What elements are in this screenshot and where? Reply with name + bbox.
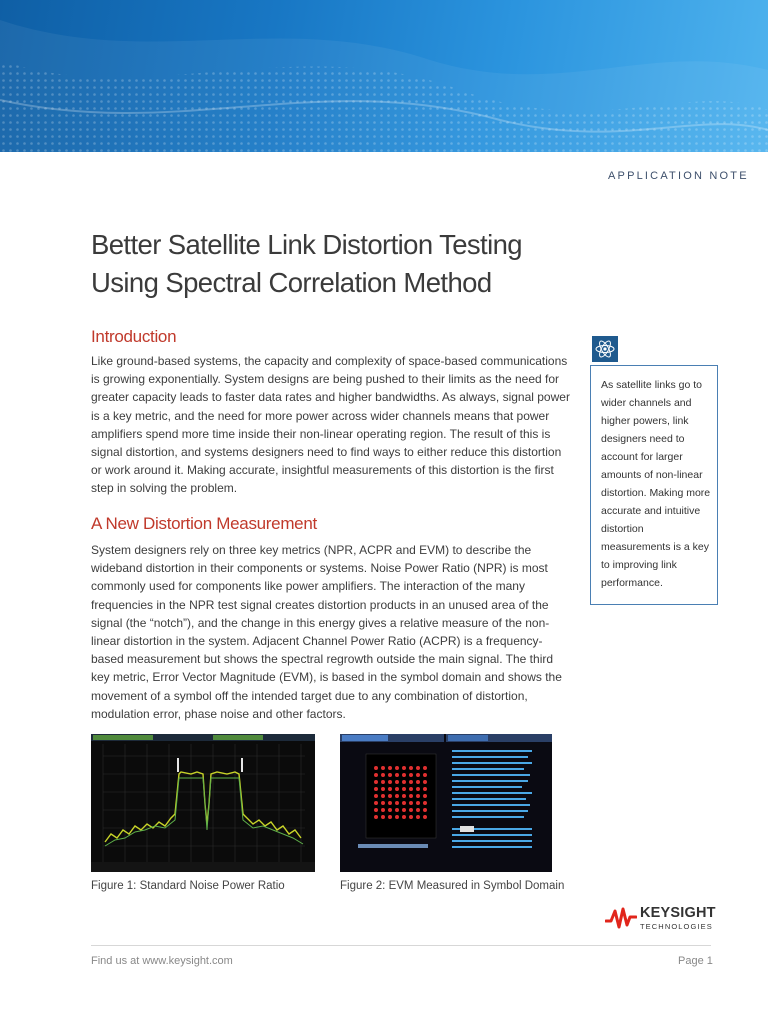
- atom-icon: [592, 336, 618, 362]
- constellation-point: [381, 766, 385, 770]
- constellation-point: [409, 773, 413, 777]
- constellation-point: [395, 780, 399, 784]
- constellation-point: [423, 815, 427, 819]
- application-note-label: APPLICATION NOTE: [608, 170, 749, 182]
- constellation-point: [416, 801, 420, 805]
- keysight-wave-icon: [605, 905, 637, 931]
- constellation-point: [374, 794, 378, 798]
- constellation-point: [423, 787, 427, 791]
- new-distortion-paragraph: System designers rely on three key metrics (NPR, ACPR and EVM) to describe the wideband distortion in their components or systems. Noise Power Ratio (NPR) is most commonly used for components like power amplifiers. The interaction of the many frequencies in the NPR test signal creates distortion products in an unused area of the signal (the “notch”), and the change in this energy gives a relative measure of the non-linear distortion in the system. Adjacent Channel Power Ratio (ACPR) is a frequency-based measurement but shows the spectral regrowth outside the main signal. The third key metric, Error Vector Magnitude (EVM), is based in the symbol domain and shows the movement of a symbol off the intended target due to any combination of distortion, modulation error, phase noise and other factors.: [91, 543, 562, 721]
- constellation-point: [423, 766, 427, 770]
- banner-wave-pattern: [0, 0, 768, 152]
- constellation-point: [409, 794, 413, 798]
- constellation-point: [416, 815, 420, 819]
- footer-divider: [91, 945, 711, 946]
- document-title: [91, 226, 581, 302]
- constellation-point: [423, 794, 427, 798]
- new-distortion-heading: A New Distortion Measurement: [91, 514, 317, 533]
- sidebar-callout: [590, 365, 718, 605]
- constellation-point: [381, 780, 385, 784]
- constellation-point: [374, 808, 378, 812]
- constellation-point: [374, 815, 378, 819]
- constellation-point: [416, 794, 420, 798]
- constellation-point: [409, 787, 413, 791]
- constellation-point: [388, 780, 392, 784]
- constellation-point: [395, 766, 399, 770]
- constellation-point: [402, 808, 406, 812]
- constellation-point: [381, 808, 385, 812]
- figure-2-caption: Figure 2: EVM Measured in Symbol Domain: [340, 880, 565, 892]
- constellation-point: [381, 801, 385, 805]
- footer-website[interactable]: Find us at www.keysight.com: [91, 955, 233, 967]
- figure-2-evm-screenshot: [340, 734, 552, 872]
- constellation-point: [416, 808, 420, 812]
- constellation-point: [374, 766, 378, 770]
- keysight-logo: [605, 903, 730, 933]
- constellation-point: [423, 808, 427, 812]
- constellation-point: [374, 801, 378, 805]
- constellation-point: [374, 780, 378, 784]
- constellation-point: [402, 773, 406, 777]
- constellation-point: [388, 787, 392, 791]
- constellation-point: [395, 794, 399, 798]
- constellation-point: [395, 773, 399, 777]
- constellation-point: [423, 773, 427, 777]
- constellation-point: [374, 773, 378, 777]
- constellation-point: [381, 773, 385, 777]
- constellation-point: [388, 794, 392, 798]
- constellation-point: [416, 773, 420, 777]
- constellation-point: [409, 780, 413, 784]
- figure-1-caption: Figure 1: Standard Noise Power Ratio: [91, 880, 285, 892]
- footer-page-number: Page 1: [678, 955, 713, 967]
- constellation-point: [395, 815, 399, 819]
- constellation-point: [395, 808, 399, 812]
- title-line-2: Using Spectral Correlation Method: [91, 267, 492, 298]
- logo-subtitle: TECHNOLOGIES: [640, 922, 713, 931]
- constellation-point: [409, 801, 413, 805]
- constellation-point: [388, 773, 392, 777]
- constellation-point: [395, 787, 399, 791]
- constellation-point: [416, 780, 420, 784]
- constellation-point: [395, 801, 399, 805]
- logo-name: KEYSIGHT: [640, 905, 716, 921]
- constellation-point: [381, 815, 385, 819]
- constellation-point: [388, 801, 392, 805]
- application-note-tab: [580, 152, 768, 202]
- constellation-point: [402, 787, 406, 791]
- constellation-point: [381, 794, 385, 798]
- constellation-point: [402, 794, 406, 798]
- constellation-point: [409, 815, 413, 819]
- constellation-point: [381, 787, 385, 791]
- constellation-point: [402, 780, 406, 784]
- header-banner: [0, 0, 768, 152]
- introduction-paragraph: Like ground-based systems, the capacity and complexity of space-based communications is growing exponentially. System designs are being pushed to their limits as the need for greater capacity leads to faster data rates and higher bandwidths. As always, signal power is a key metric, and the need for more power across wider channels means that power amplifiers spend more time inside their non-linear operating region. The result of this is signal distortion, and systems designers need to find ways to either reduce this distortion or work around it. Making accurate, insightful measurements of this distortion is the first step in solving the problem.: [91, 354, 570, 496]
- constellation-point: [402, 766, 406, 770]
- introduction-heading: Introduction: [91, 327, 177, 346]
- constellation-point: [409, 808, 413, 812]
- constellation-point: [416, 766, 420, 770]
- figure-1-npr-screenshot: [91, 734, 315, 872]
- title-line-1: Better Satellite Link Distortion Testing: [91, 229, 522, 260]
- constellation-point: [374, 787, 378, 791]
- constellation-point: [402, 815, 406, 819]
- constellation-point: [416, 787, 420, 791]
- constellation-point: [409, 766, 413, 770]
- constellation-point: [423, 801, 427, 805]
- constellation-point: [423, 780, 427, 784]
- sidebar-text: As satellite links go to wider channels and higher powers, link designers need to account for larger amounts of non-linear distortion. Making more accurate and intuitive distortion measurements is a key to improving link performance.: [601, 379, 711, 589]
- constellation-point: [388, 815, 392, 819]
- constellation-point: [388, 808, 392, 812]
- constellation-point: [388, 766, 392, 770]
- constellation-point: [402, 801, 406, 805]
